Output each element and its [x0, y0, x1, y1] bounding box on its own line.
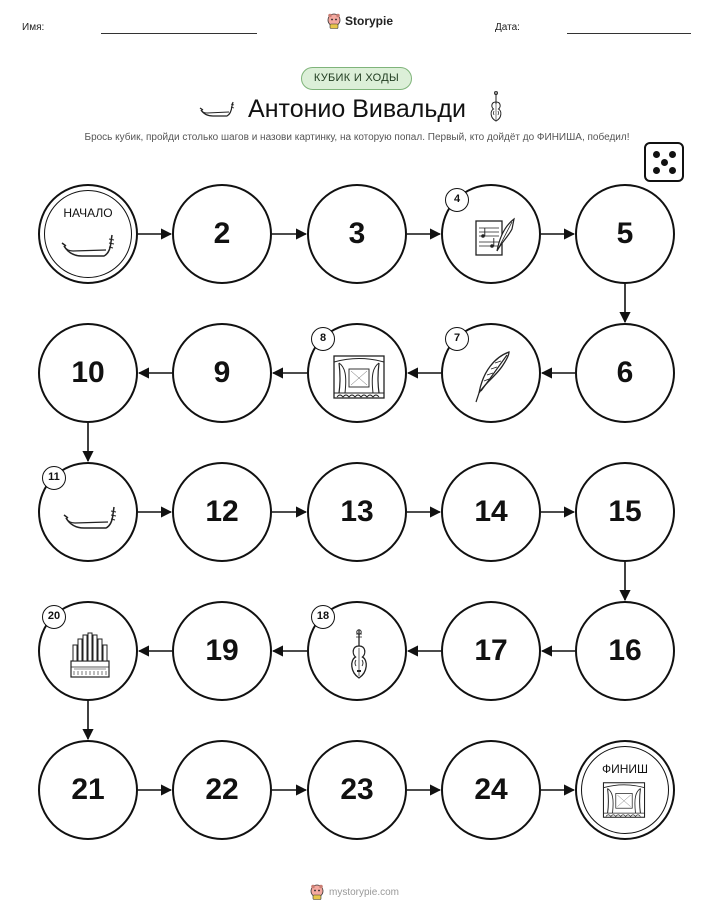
cell-number: 10 — [71, 356, 105, 389]
cell-number: 9 — [213, 356, 231, 389]
cell-number: 13 — [340, 495, 374, 528]
board-cell-15[interactable] — [575, 462, 675, 562]
cell-number: 6 — [616, 356, 634, 389]
board-cell-17[interactable] — [441, 601, 541, 701]
date-label: Дата: — [495, 22, 520, 33]
instructions-text: Брось кубик, пройди столько шагов и назови картинку, на которую попал. Первый, кто дойдёт до ФИНИША, победил! — [84, 132, 630, 143]
quill-icon — [471, 349, 515, 410]
cell-number-badge: 20 — [42, 605, 66, 629]
brand-name: Storypie — [345, 14, 394, 28]
cell-number: 14 — [474, 495, 508, 528]
board-cell-16[interactable] — [575, 601, 675, 701]
game-type-badge: КУБИК И ХОДЫ — [301, 67, 412, 90]
board-cell-22[interactable] — [172, 740, 272, 840]
board-cell-4[interactable] — [441, 184, 541, 284]
cell-number: 3 — [348, 217, 366, 250]
finish-cell[interactable] — [575, 740, 675, 840]
sheet-music-quill-icon — [468, 213, 518, 268]
board-cell-12[interactable] — [172, 462, 272, 562]
theater-icon — [601, 780, 647, 825]
cell-number: 17 — [474, 634, 508, 667]
board-cell-8[interactable] — [307, 323, 407, 423]
cell-number: 22 — [205, 773, 239, 806]
board-cell-11[interactable] — [38, 462, 138, 562]
cell-number-badge: 4 — [445, 188, 469, 212]
cell-number: 16 — [608, 634, 642, 667]
cell-number-badge: 7 — [445, 327, 469, 351]
board-cell-9[interactable] — [172, 323, 272, 423]
cell-number: 24 — [474, 773, 508, 806]
board-cell-5[interactable] — [575, 184, 675, 284]
organ-icon — [68, 631, 112, 684]
cell-number: 5 — [616, 217, 634, 250]
gondola-icon — [60, 226, 116, 267]
board-cell-2[interactable] — [172, 184, 272, 284]
footer-url[interactable]: mystorypie.com — [329, 886, 400, 898]
board-cell-21[interactable] — [38, 740, 138, 840]
start-label: НАЧАЛО — [63, 206, 113, 220]
storypie-mascot-icon — [310, 884, 324, 900]
board-cell-3[interactable] — [307, 184, 407, 284]
board-cell-23[interactable] — [307, 740, 407, 840]
gondola-icon — [62, 498, 118, 539]
cell-number-badge: 18 — [311, 605, 335, 629]
cell-number: 23 — [340, 773, 374, 806]
cell-number-badge: 11 — [42, 466, 66, 490]
cell-number: 2 — [213, 217, 231, 250]
board-cell-24[interactable] — [441, 740, 541, 840]
name-label: Имя: — [22, 22, 45, 33]
cell-number: 19 — [205, 634, 239, 667]
page-title: Антонио Вивальди — [248, 95, 466, 123]
board-cell-7[interactable] — [441, 323, 541, 423]
theater-icon — [331, 353, 387, 406]
cell-number: 21 — [71, 773, 105, 806]
finish-label: ФИНИШ — [601, 762, 649, 776]
board-cell-20[interactable] — [38, 601, 138, 701]
board-cell-10[interactable] — [38, 323, 138, 423]
violin-icon — [347, 628, 371, 687]
board-cell-6[interactable] — [575, 323, 675, 423]
cell-number: 15 — [608, 495, 642, 528]
footer — [310, 884, 399, 900]
start-cell[interactable] — [38, 184, 138, 284]
cell-number-badge: 8 — [311, 327, 335, 351]
board-cell-18[interactable] — [307, 601, 407, 701]
board-cell-14[interactable] — [441, 462, 541, 562]
board-cell-13[interactable] — [307, 462, 407, 562]
board-cell-19[interactable] — [172, 601, 272, 701]
cell-number: 12 — [205, 495, 239, 528]
